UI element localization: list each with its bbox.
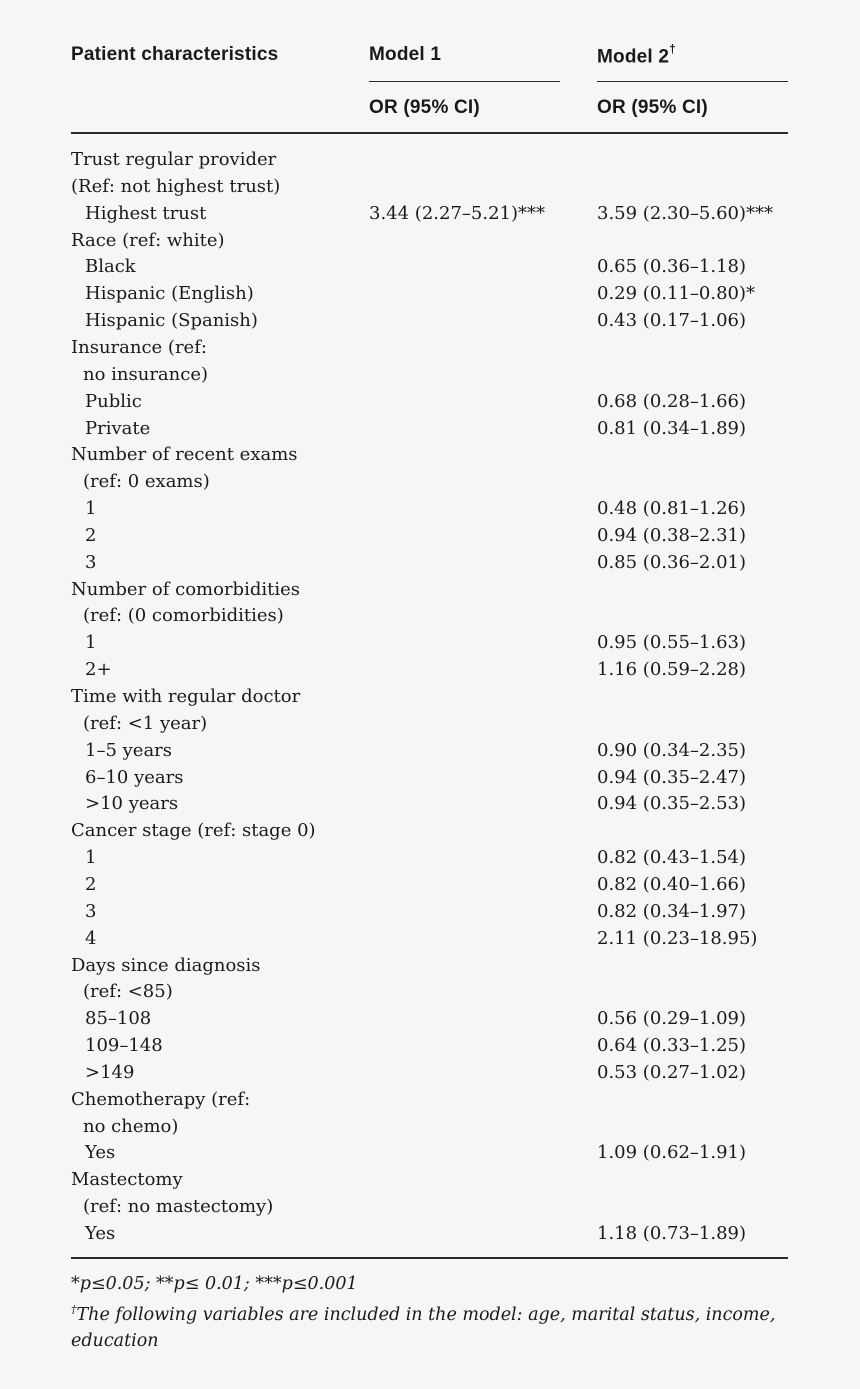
row-label: Days since diagnosis [71, 954, 261, 976]
table-row [0, 338, 860, 365]
row-label: (ref: 0 exams) [83, 471, 210, 493]
model-2-value: 0.94 (0.35–2.53) [597, 793, 747, 815]
table-bottom-rule [71, 1257, 788, 1259]
table-row [0, 956, 860, 983]
table-row [0, 553, 860, 580]
model-2-value: 0.85 (0.36–2.01) [597, 551, 747, 573]
row-label: Black [85, 256, 136, 278]
table-row [0, 687, 860, 714]
subheader-model-1: OR (95% CI) [369, 97, 480, 118]
row-label: 109–148 [85, 1035, 163, 1057]
model-2-value: 0.29 (0.11–0.80)* [597, 283, 756, 305]
table-row [0, 633, 860, 660]
table-row [0, 365, 860, 392]
row-label: >149 [85, 1061, 135, 1083]
row-label: Public [85, 390, 142, 412]
table-row [0, 606, 860, 633]
table-row [0, 1170, 860, 1197]
table-row [0, 580, 860, 607]
table-row [0, 1036, 860, 1063]
row-label: Cancer stage (ref: stage 0) [71, 820, 316, 842]
table-row [0, 741, 860, 768]
table-row [0, 848, 860, 875]
subheader-model-2: OR (95% CI) [597, 97, 708, 118]
row-label: 6–10 years [85, 766, 184, 788]
table-row [0, 445, 860, 472]
table-row [0, 419, 860, 446]
row-label: (ref: <85) [83, 981, 173, 1003]
model-2-value: 0.43 (0.17–1.06) [597, 310, 747, 332]
row-label: Insurance (ref: [71, 336, 207, 358]
row-label: no chemo) [83, 1115, 179, 1137]
row-label: Chemotherapy (ref: [71, 1088, 251, 1110]
table-row [0, 392, 860, 419]
model-1-spanner-rule [369, 81, 560, 82]
table-row [0, 660, 860, 687]
column-header-model-1: Model 1 [369, 44, 442, 65]
model-2-value: 0.90 (0.34–2.35) [597, 739, 747, 761]
model-2-spanner-rule [597, 81, 788, 82]
table-row [0, 1009, 860, 1036]
model-2-value: 0.94 (0.38–2.31) [597, 524, 747, 546]
row-label: Race (ref: white) [71, 229, 225, 251]
model-2-value: 2.11 (0.23–18.95) [597, 927, 758, 949]
table-row [0, 1143, 860, 1170]
row-label: 3 [85, 551, 97, 573]
model-2-value: 0.82 (0.34–1.97) [597, 900, 747, 922]
row-label: 4 [85, 927, 97, 949]
row-label: 1 [85, 632, 97, 654]
table-row [0, 768, 860, 795]
model-2-value: 0.53 (0.27–1.02) [597, 1061, 747, 1083]
table-row [0, 311, 860, 338]
row-label: Yes [85, 1223, 116, 1244]
row-label: Mastectomy [71, 1169, 183, 1191]
row-label: 2+ [85, 659, 112, 681]
table-row [0, 204, 860, 231]
model-2-value: 0.95 (0.55–1.63) [597, 632, 747, 654]
row-label: Hispanic (English) [85, 283, 254, 305]
table-row [0, 794, 860, 821]
row-label: >10 years [85, 793, 179, 815]
model-2-value: 1.09 (0.62–1.91) [597, 1142, 747, 1164]
model-2-value: 3.59 (2.30–5.60)*** [597, 202, 774, 224]
row-label: Number of comorbidities [71, 578, 300, 600]
row-label: Hispanic (Spanish) [85, 310, 258, 332]
column-header-model-2-label: Model 2 [597, 46, 670, 68]
table-row [0, 1224, 860, 1251]
table-row [0, 902, 860, 929]
row-label: Highest trust [85, 202, 207, 224]
row-label: Private [85, 417, 151, 439]
table-row [0, 257, 860, 284]
table-row [0, 499, 860, 526]
model-2-value: 0.48 (0.81–1.26) [597, 498, 747, 520]
table-row [0, 1090, 860, 1117]
table-row [0, 1197, 860, 1224]
model-2-value: 0.82 (0.43–1.54) [597, 847, 747, 869]
model-2-value: 0.56 (0.29–1.09) [597, 1008, 747, 1030]
row-label: 85–108 [85, 1008, 152, 1030]
row-label: Trust regular provider [71, 149, 277, 170]
row-label: Number of recent exams [71, 444, 298, 466]
row-label: 2 [85, 524, 97, 546]
footnote-significance: *p≤0.05; **p≤ 0.01; ***p≤0.001 [71, 1274, 358, 1294]
row-label: 1 [85, 498, 97, 520]
row-label: 3 [85, 900, 97, 922]
model-2-value: 0.82 (0.40–1.66) [597, 873, 747, 895]
table-row [0, 875, 860, 902]
table-row [0, 714, 860, 741]
table-row [0, 929, 860, 956]
table-row [0, 1117, 860, 1144]
model-2-value: 0.64 (0.33–1.25) [597, 1035, 747, 1057]
table-row [0, 526, 860, 553]
row-label: 2 [85, 873, 97, 895]
table-row [0, 472, 860, 499]
column-header-model-2 [597, 44, 676, 68]
row-label: (Ref: not highest trust) [71, 175, 281, 197]
table-row [0, 177, 860, 204]
model-2-value: 1.18 (0.73–1.89) [597, 1223, 747, 1244]
table-row [0, 231, 860, 258]
row-label: no insurance) [83, 363, 209, 385]
table-row [0, 821, 860, 848]
table-row [0, 982, 860, 1009]
row-label: 1–5 years [85, 739, 173, 761]
footnote-dagger-mark: † [71, 1303, 77, 1316]
header-bottom-rule [71, 132, 788, 134]
model-2-value: 0.68 (0.28–1.66) [597, 390, 747, 412]
dagger-mark: † [669, 42, 677, 56]
model-1-value: 3.44 (2.27–5.21)*** [369, 202, 546, 224]
model-2-value: 0.81 (0.34–1.89) [597, 417, 747, 439]
footnote-dagger-text: The following variables are included in the model: age, marital status, income, education [71, 1304, 776, 1351]
row-label: Time with regular doctor [71, 686, 301, 707]
table-row [0, 150, 860, 177]
footnote-dagger [71, 1297, 801, 1354]
model-2-value: 0.65 (0.36–1.18) [597, 256, 747, 278]
row-label: (ref: no mastectomy) [83, 1196, 274, 1218]
row-label: Yes [85, 1142, 116, 1164]
row-label: (ref: <1 year) [83, 712, 208, 734]
table-row [0, 284, 860, 311]
table-row [0, 1063, 860, 1090]
column-header-characteristics: Patient characteristics [71, 44, 279, 65]
row-label: 1 [85, 847, 97, 869]
model-2-value: 0.94 (0.35–2.47) [597, 766, 747, 788]
model-2-value: 1.16 (0.59–2.28) [597, 659, 747, 681]
row-label: (ref: (0 comorbidities) [83, 605, 284, 627]
